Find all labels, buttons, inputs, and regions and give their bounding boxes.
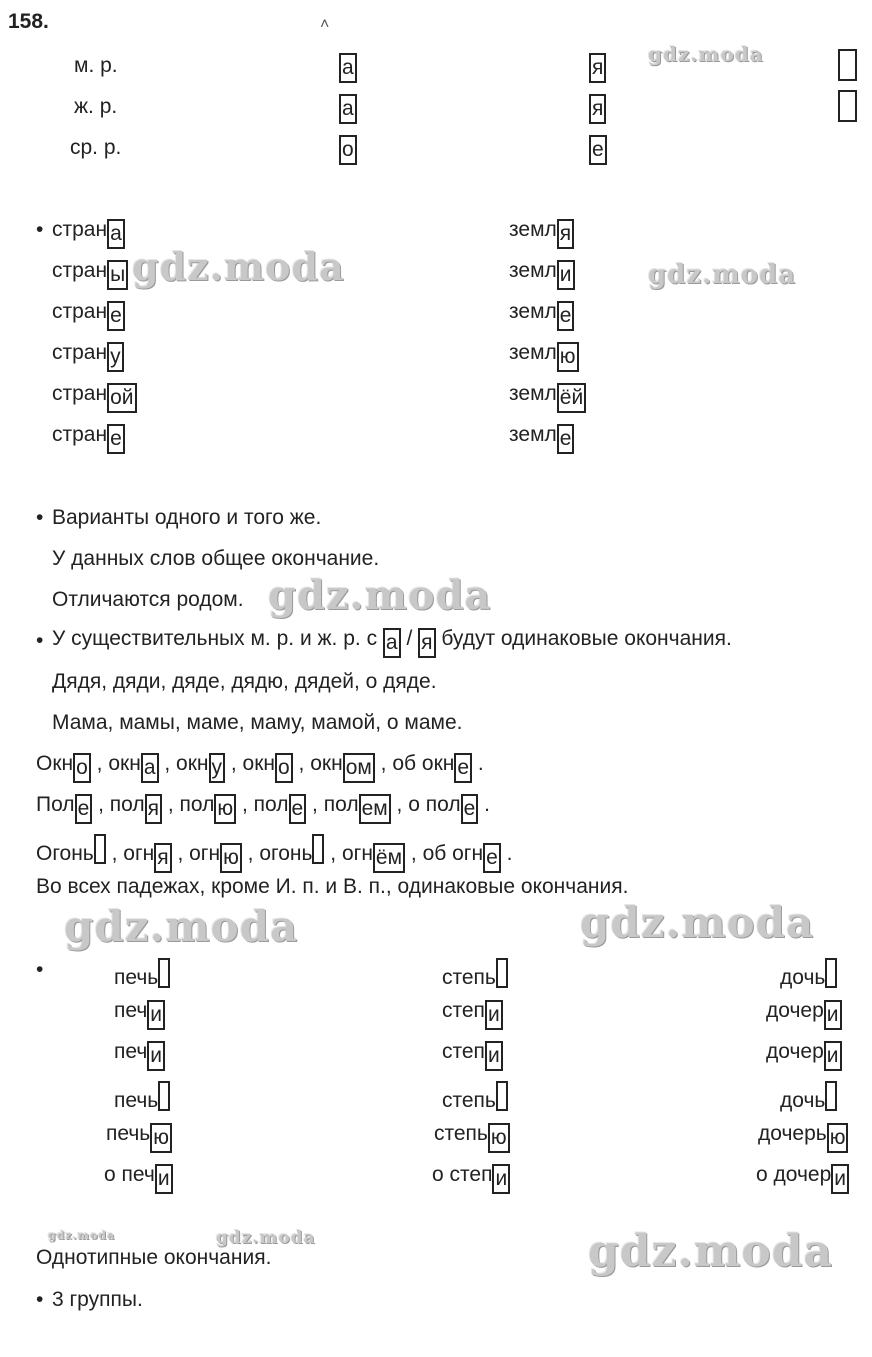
text-line: Однотипные окончания. <box>36 1246 272 1269</box>
ending-box: у <box>209 753 226 783</box>
word-part: , <box>164 752 171 775</box>
ending-box: ом <box>343 753 375 783</box>
ending-box: е <box>454 753 472 783</box>
word-part: стран <box>52 259 108 282</box>
ending-box <box>496 958 508 988</box>
text-line: Мама, мамы, маме, маму, мамой, о маме. <box>52 711 463 734</box>
watermark: gdz.moda <box>648 42 764 66</box>
word-part: огонь <box>259 842 313 865</box>
ending-box: я <box>145 794 162 824</box>
text-line: У данных слов общее окончание. <box>52 547 380 570</box>
word-form <box>442 1040 503 1071</box>
ending-box: ы <box>107 260 128 290</box>
word-part: окн <box>108 752 141 775</box>
word-part: / <box>406 627 413 650</box>
watermark: gdz.moda <box>268 572 492 619</box>
word-form <box>104 1163 173 1194</box>
ending-box <box>312 834 324 864</box>
word-form <box>766 999 842 1030</box>
word-part: пол <box>323 793 359 816</box>
ending-box: и <box>485 1041 503 1071</box>
ending-box: ю <box>827 1123 849 1153</box>
watermark: gdz.moda <box>580 898 815 947</box>
ending-box: ю <box>214 794 236 824</box>
ending-box: и <box>147 1041 165 1071</box>
watermark: gdz.moda <box>648 260 797 290</box>
paradigm-okno <box>36 752 484 783</box>
word-part: земл <box>509 300 557 323</box>
word-part: , <box>247 842 254 865</box>
word-part: , <box>410 842 417 865</box>
ending-box: ю <box>220 843 242 873</box>
ending-box: е <box>107 301 125 331</box>
word-form <box>442 999 503 1030</box>
caret-mark: ˄ <box>320 16 330 33</box>
ending-box <box>825 958 837 988</box>
word-form <box>442 1081 508 1113</box>
word-part: земл <box>509 423 557 446</box>
ending-box: и <box>147 1000 165 1030</box>
ending-box: и <box>824 1041 842 1071</box>
word-part: печь <box>114 1089 159 1112</box>
word-part: стран <box>52 218 108 241</box>
word-part: У существительных м. р. и ж. р. с <box>52 627 378 650</box>
word-part: дочь <box>780 966 826 989</box>
paradigm-ogon <box>36 834 512 873</box>
word-form <box>766 1040 842 1071</box>
word-part: земл <box>509 341 557 364</box>
word-form <box>106 1122 172 1153</box>
word-form <box>780 958 837 990</box>
ending-box: а <box>383 628 401 658</box>
word-part: , <box>298 752 305 775</box>
ending-box: о <box>275 753 293 783</box>
gender-label-m: м. р. <box>74 54 118 77</box>
word-part: об окн <box>392 752 455 775</box>
ending-box: я <box>418 628 435 658</box>
word-part: степ <box>442 1040 485 1063</box>
watermark: gdz.moda <box>64 902 299 951</box>
word-part: пол <box>253 793 289 816</box>
word-part: стран <box>52 341 108 364</box>
ending-box: ой <box>107 383 136 413</box>
text-line: Дядя, дяди, дяде, дядю, дядей, о дяде. <box>52 670 437 693</box>
word-part: пол <box>109 793 145 816</box>
word-form <box>758 1122 848 1153</box>
ending-box: ю <box>488 1123 510 1153</box>
word-part: стран <box>52 300 108 323</box>
ending-box: е <box>557 424 575 454</box>
word-part: дочь <box>780 1089 826 1112</box>
word-part: земл <box>509 259 557 282</box>
ending-box: ю <box>150 1123 172 1153</box>
text-line: Во всех падежах, кроме И. п. и В. п., одинаковые окончания. <box>36 875 629 898</box>
word-part: степ <box>442 999 485 1022</box>
word-part: , <box>312 793 318 816</box>
word-part: . <box>484 793 490 816</box>
ending-box <box>158 1081 170 1111</box>
text-line <box>52 627 732 658</box>
word-part: Огонь <box>36 842 94 865</box>
word-part: , <box>177 842 184 865</box>
word-part: пол <box>179 793 215 816</box>
word-form <box>52 423 125 454</box>
word-part: окн <box>176 752 209 775</box>
word-part: печ <box>114 1040 148 1063</box>
word-part: , <box>396 793 403 816</box>
word-form <box>114 1040 165 1071</box>
word-part: будут одинаковые окончания. <box>441 627 732 650</box>
word-part: земл <box>509 218 557 241</box>
ending-box: ём <box>373 843 405 873</box>
ending-box: я <box>589 94 606 124</box>
ending-box: у <box>107 342 124 372</box>
ending-box: е <box>461 794 479 824</box>
ending-box: е <box>557 301 575 331</box>
ending-box: е <box>289 794 307 824</box>
ending-box: е <box>483 843 501 873</box>
bullet: • <box>36 958 44 981</box>
word-part: , <box>96 752 103 775</box>
ending-box <box>158 958 170 988</box>
ending-box <box>496 1081 508 1111</box>
word-form <box>114 999 165 1030</box>
text-line: Варианты одного и того же. <box>52 506 322 529</box>
word-part: печ <box>114 999 148 1022</box>
bullet: • <box>36 1288 44 1311</box>
word-form <box>509 218 574 249</box>
word-form <box>509 259 575 290</box>
word-form <box>780 1081 837 1113</box>
word-form <box>52 218 125 249</box>
word-part: степь <box>442 966 496 989</box>
word-form <box>509 300 574 331</box>
word-form <box>432 1163 510 1194</box>
word-form <box>52 341 124 372</box>
word-form <box>52 300 125 331</box>
ending-box: я <box>557 219 574 249</box>
word-part: стран <box>52 423 108 446</box>
bullet: • <box>36 629 44 652</box>
word-part: о печ <box>104 1163 155 1186</box>
ending-box: а <box>339 53 357 83</box>
word-part: окн <box>242 752 275 775</box>
word-form <box>52 259 128 290</box>
word-part: Пол <box>36 793 75 816</box>
word-part: , <box>330 842 337 865</box>
word-part: о дочер <box>756 1163 832 1186</box>
word-form <box>442 958 508 990</box>
word-part: земл <box>509 382 557 405</box>
word-part: , <box>98 793 104 816</box>
word-form <box>509 423 574 454</box>
paradigm-pole <box>36 793 490 824</box>
ending-box: я <box>589 53 606 83</box>
word-part: , <box>230 752 237 775</box>
word-form <box>509 382 586 413</box>
ending-box: а <box>107 219 125 249</box>
ending-box: ёй <box>557 383 586 413</box>
gender-label-f: ж. р. <box>74 95 118 118</box>
ending-box: ю <box>557 342 579 372</box>
word-part: дочерь <box>758 1122 827 1145</box>
word-part: огн <box>123 842 155 865</box>
watermark: gdz.moda <box>48 1229 116 1242</box>
word-form <box>52 382 137 413</box>
word-part: о степ <box>432 1163 493 1186</box>
word-part: дочер <box>766 999 824 1022</box>
bullet: • <box>36 506 44 529</box>
word-part: степь <box>434 1122 488 1145</box>
watermark: gdz.moda <box>216 1228 316 1248</box>
ending-box: е <box>589 135 607 165</box>
ending-box: и <box>485 1000 503 1030</box>
word-part: степь <box>442 1089 496 1112</box>
watermark: gdz.moda <box>132 244 345 289</box>
word-part: об огн <box>422 842 484 865</box>
text-line: 3 группы. <box>52 1288 143 1311</box>
ending-box: ем <box>359 794 391 824</box>
ending-box: и <box>492 1164 510 1194</box>
word-form <box>756 1163 849 1194</box>
word-part: , <box>241 793 248 816</box>
empty-ending-box <box>838 90 857 122</box>
word-part: , <box>111 842 118 865</box>
ending-box: е <box>107 424 125 454</box>
ending-box: а <box>339 94 357 124</box>
empty-ending-box <box>838 49 857 81</box>
word-part: о пол <box>408 793 461 816</box>
word-part: дочер <box>766 1040 824 1063</box>
watermark: gdz.moda <box>588 1226 834 1277</box>
gender-label-n: ср. р. <box>70 136 122 159</box>
ending-box: е <box>75 794 93 824</box>
word-part: печь <box>106 1122 151 1145</box>
word-form <box>509 341 579 372</box>
word-part: огн <box>341 842 373 865</box>
ending-box: и <box>155 1164 173 1194</box>
word-form <box>114 1081 170 1113</box>
ending-box <box>94 834 106 864</box>
word-part: , <box>167 793 174 816</box>
bullet: • <box>36 218 44 241</box>
word-part: печь <box>114 966 159 989</box>
ending-box: а <box>141 753 159 783</box>
word-form <box>114 958 170 990</box>
ending-box: я <box>154 843 171 873</box>
word-form <box>434 1122 510 1153</box>
word-part: . <box>506 842 513 865</box>
ending-box: и <box>831 1164 849 1194</box>
ending-box: и <box>824 1000 842 1030</box>
text-line: Отличаются родом. <box>52 588 244 611</box>
ending-box: и <box>557 260 575 290</box>
ending-box: о <box>73 753 91 783</box>
word-part: окн <box>310 752 343 775</box>
word-part: Окн <box>36 752 74 775</box>
word-part: . <box>477 752 484 775</box>
word-part: стран <box>52 382 108 405</box>
word-part: , <box>380 752 387 775</box>
ending-box <box>825 1081 837 1111</box>
ending-box: о <box>339 135 357 165</box>
exercise-number: 158. <box>8 10 49 33</box>
word-part: огн <box>189 842 221 865</box>
